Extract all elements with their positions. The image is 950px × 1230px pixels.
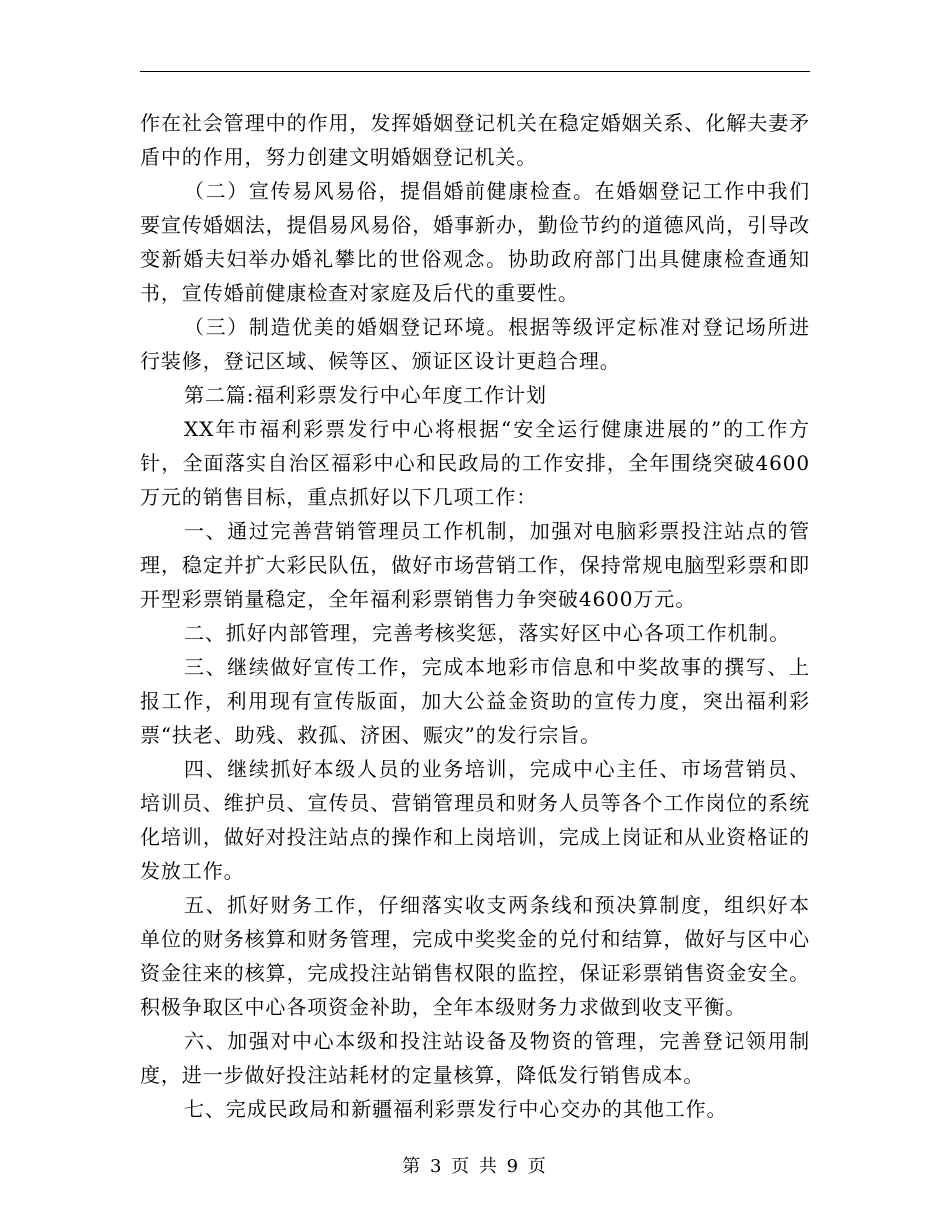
paragraph-item-2: 二、抓好内部管理，完善考核奖惩，落实好区中心各项工作机制。 — [184, 621, 791, 645]
paragraph-item-7: 七、完成民政局和新疆福利彩票发行中心交办的其他工作。 — [184, 1097, 728, 1121]
paragraph-item-4: 四、继续抓好本级人员的业务培训，完成中心主任、市场营销员、培训员、维护员、宣传员、营销管理员和财务人员等各个工作岗位的系统化培训，做好对投注站点的操作和上岗培训，完成上岗证和从业资格证的发放工作。 — [140, 757, 810, 883]
paragraph-section-2: （二）宣传易风易俗，提倡婚前健康检查。在婚姻登记工作中我们要宣传婚姻法，提倡易风易俗，婚事新办，勤俭节约的道德风尚，引导改变新婚夫妇举办婚礼攀比的世俗观念。协助政府部门出具健康检查通知书，宣传婚前健康检查对家庭及后代的重要性。 — [140, 179, 810, 305]
paragraph-continuation: 作在社会管理中的作用，发挥婚姻登记机关在稳定婚姻关系、化解夫妻矛盾中的作用，努力创建文明婚姻登记机关。 — [140, 111, 810, 169]
paragraph-intro: XX年市福利彩票发行中心将根据“安全运行健康进展的”的工作方针，全面落实自治区福彩中心和民政局的工作安排，全年围绕突破4600万元的销售目标，重点抓好以下几项工作： — [140, 417, 810, 509]
chapter-heading: 第二篇:福利彩票发行中心年度工作计划 — [184, 383, 547, 407]
paragraph-item-1: 一、通过完善营销管理员工作机制，加强对电脑彩票投注站点的管理，稳定并扩大彩民队伍，做好市场营销工作，保持常规电脑型彩票和即开型彩票销量稳定，全年福利彩票销售力争突破4600万元。 — [140, 519, 810, 611]
document-body — [140, 106, 810, 1126]
paragraph-item-5: 五、抓好财务工作，仔细落实收支两条线和预决算制度，组织好本单位的财务核算和财务管理，完成中奖奖金的兑付和结算，做好与区中心资金往来的核算，完成投注站销售权限的监控，保证彩票销售资金安全。积极争取区中心各项资金补助，全年本级财务力求做到收支平衡。 — [140, 893, 810, 1019]
page-number: 第 3 页 共 9 页 — [402, 1156, 548, 1177]
paragraph-item-3: 三、继续做好宣传工作，完成本地彩市信息和中奖故事的撰写、上报工作，利用现有宣传版面，加大公益金资助的宣传力度，突出福利彩票“扶老、助残、救孤、济困、赈灾”的发行宗旨。 — [140, 655, 810, 747]
paragraph-section-3: （三）制造优美的婚姻登记环境。根据等级评定标准对登记场所进行装修，登记区域、候等区、颁证区设计更趋合理。 — [140, 315, 810, 373]
header-rule — [140, 71, 810, 72]
paragraph-item-6: 六、加强对中心本级和投注站设备及物资的管理，完善登记领用制度，进一步做好投注站耗材的定量核算，降低发行销售成本。 — [140, 1029, 810, 1087]
